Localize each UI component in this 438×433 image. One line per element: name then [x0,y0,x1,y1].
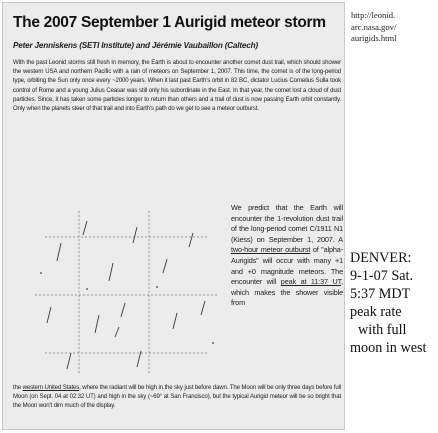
note-line-6: moon in west [350,340,427,356]
column-text-2: of "alpha-Aurigids" will occur with many +1 and +0 magnitude meteors. The encounter will [231,245,343,287]
article-authors: Peter Jenniskens (SETI Institute) and Jérémie Vaubaillon (Caltech) [13,41,258,50]
article-intro-paragraph: With the past Leonid storms still fresh in memory, the Earth is about to encounter another comet dust trail, which should shower the western USA and northern Pacific with a rain of meteors on September 1, 2007. This time, the comet is of the long-period type, orbiting the Sun only once every ~2000 years. When it last past Earth's orbit in 82 BC, dictator Lucius Cornelius Sulla took control of Rome and a young Julius Ceasar was still only his subordinate in the East. In that year, the comet lost a cloud of dust particles. Since, it has taken some particles longer to return than others and a trail of dust is now passing Earth orbit constantly. Only when the planets steer of that trail and into Earth's path do we get to see a meteor outburst. [13,59,341,113]
url-line-1: http://leonid. [351,10,396,20]
meteor-outburst-link[interactable]: two-hour meteor outburst [231,245,311,255]
bottom-text-1: the [13,384,23,391]
note-line-5: with full [358,322,407,338]
url-line-2: arc.nasa.gov/ [351,21,397,32]
article-side-column [231,203,343,309]
source-url-link[interactable] [351,10,431,45]
meteor-trail-figure [17,203,225,383]
peak-time-link[interactable]: peak at 11:37 UT [280,277,342,287]
article-bottom-paragraph [13,383,341,411]
note-line-1: DENVER: [350,250,412,266]
note-line-2: 9-1-07 Sat. [350,268,414,284]
note-line-3: 5:37 MDT [350,286,411,302]
article-title: The 2007 September 1 Aurigid meteor storm [13,14,326,31]
column-text-3: , which makes the shower visible from [231,277,343,308]
handwritten-note [350,249,438,357]
column-text-1: We predict that the Earth will encounter the 1-revolution dust trail of the long-period comet C/1911 N1 (Kiess) on September 1, 2007. A [231,203,343,244]
note-line-4: peak rate [350,304,402,320]
western-us-link[interactable]: western United States [22,384,80,391]
bottom-text-2: , where the radiant will be high in the sky just before dawn. The Moon will be only three days before full Moon (on Sept. 04 at 02:32 UT) and high in the sky (~69° at San Francisco), but the typical Aurigid meteor will be so bright that the Moon won't dim much of the display. [13,384,341,410]
url-line-3: aurigids.html [351,33,397,43]
article-panel [2,2,345,430]
